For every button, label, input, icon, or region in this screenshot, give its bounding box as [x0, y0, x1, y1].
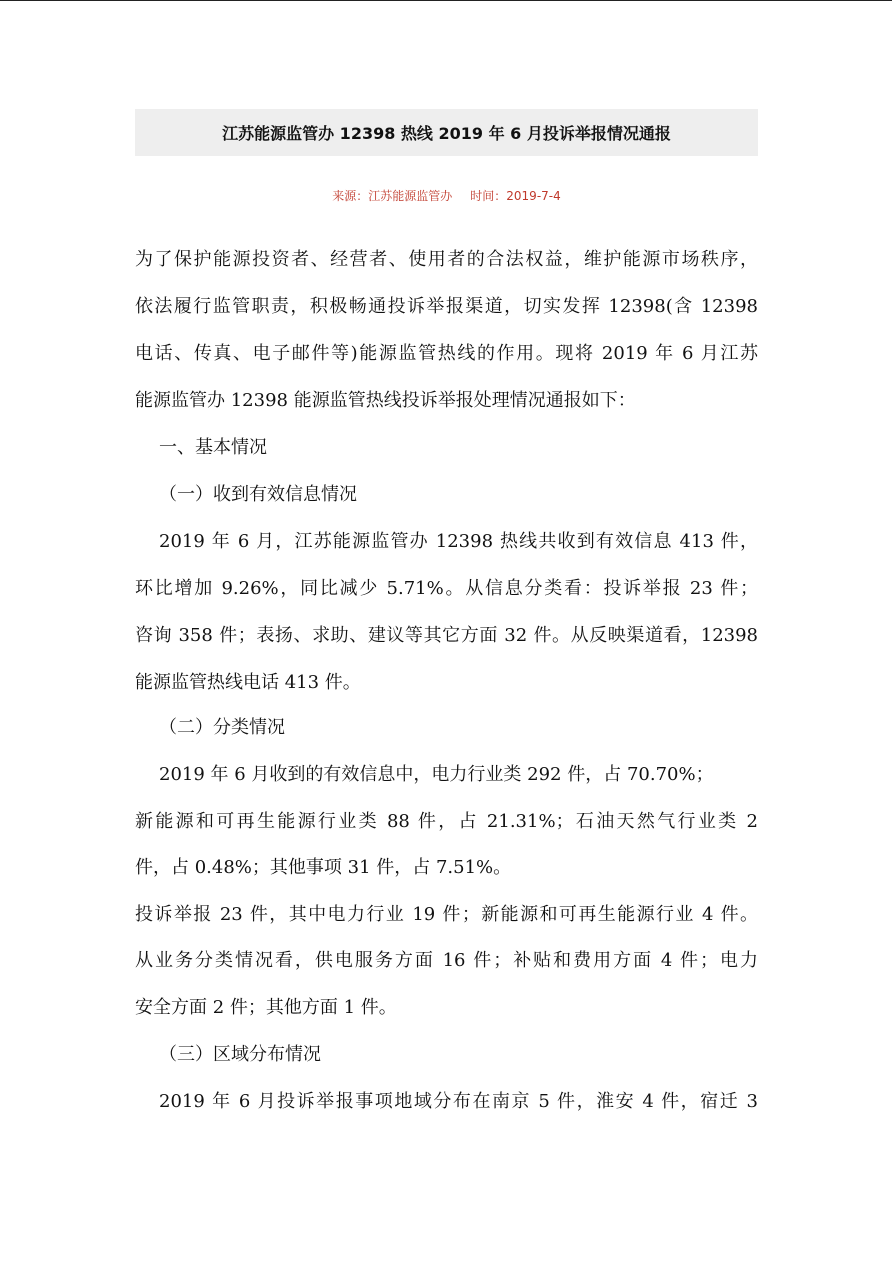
time-value: 2019-7-4: [506, 189, 561, 203]
article-meta: [135, 187, 758, 204]
paragraph-line: 件，占 0.48%；其他事项 31 件，占 7.51%。: [135, 857, 512, 878]
paragraph-line: 依法履行监管职责，积极畅通投诉举报渠道，切实发挥 12398(含 12398: [135, 296, 758, 317]
document-page: [0, 1, 892, 1263]
paragraph-line: 安全方面 2 件；其他方面 1 件。: [135, 997, 397, 1018]
paragraph-line: 2019 年 6 月投诉举报事项地域分布在南京 5 件，淮安 4 件，宿迁 3: [159, 1091, 758, 1112]
source-value: 江苏能源监管办: [368, 189, 453, 203]
paragraph-line: 新能源和可再生能源行业类 88 件，占 21.31%；石油天然气行业类 2: [135, 811, 758, 832]
paragraph-line: 投诉举报 23 件，其中电力行业 19 件；新能源和可再生能源行业 4 件。: [135, 904, 758, 925]
subsection-heading: （二）分类情况: [159, 717, 285, 738]
paragraph-line: 电话、传真、电子邮件等)能源监管热线的作用。现将 2019 年 6 月江苏: [135, 343, 758, 364]
paragraph-line: 从业务分类情况看，供电服务方面 16 件；补贴和费用方面 4 件；电力: [135, 950, 758, 971]
paragraph-line: 环比增加 9.26%，同比减少 5.71%。从信息分类看：投诉举报 23 件；: [135, 578, 758, 599]
subsection-heading: （三）区域分布情况: [159, 1044, 321, 1065]
subsection-heading: （一）收到有效信息情况: [159, 484, 357, 505]
paragraph-line: 为了保护能源投资者、经营者、使用者的合法权益，维护能源市场秩序，: [135, 249, 758, 270]
paragraph-line: 能源监管办 12398 能源监管热线投诉举报处理情况通报如下：: [135, 390, 636, 411]
section-heading: 一、基本情况: [159, 437, 267, 458]
paragraph-line: 2019 年 6 月收到的有效信息中，电力行业类 292 件，占 70.70%；: [159, 764, 714, 785]
paragraph-line: 咨询 358 件；表扬、求助、建议等其它方面 32 件。从反映渠道看，12398: [135, 625, 758, 646]
article-title: 江苏能源监管办 12398 热线 2019 年 6 月投诉举报情况通报: [135, 109, 758, 156]
paragraph-line: 2019 年 6 月，江苏能源监管办 12398 热线共收到有效信息 413 件，: [159, 531, 758, 552]
paragraph-line: 能源监管热线电话 413 件。: [135, 672, 361, 693]
time-label: 时间：: [470, 189, 507, 203]
source-label: 来源：: [332, 189, 369, 203]
